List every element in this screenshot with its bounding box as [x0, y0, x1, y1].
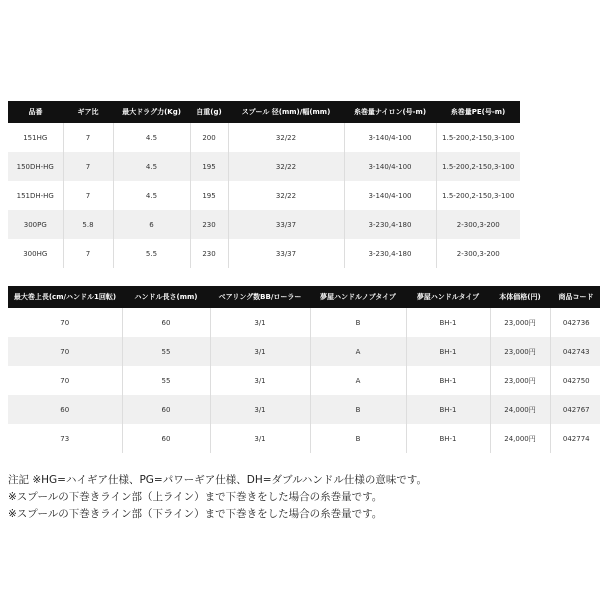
cell-max-drag: 4.5	[113, 181, 190, 210]
cell-product-code: 042743	[550, 337, 600, 366]
cell-knob-type: A	[310, 337, 406, 366]
note-line: ※スプールの下巻きライン部（下ライン）まで下巻きをした場合の糸巻量です。	[8, 508, 383, 520]
cell-max-retrieve: 60	[8, 395, 122, 424]
table-row	[8, 395, 600, 424]
cell-product-number: 300HG	[8, 239, 63, 268]
cell-handle-length: 55	[122, 366, 210, 395]
cell-gear-ratio: 7	[63, 181, 113, 210]
table-row	[8, 424, 600, 453]
cell-max-retrieve: 70	[8, 366, 122, 395]
cell-knob-type: B	[310, 395, 406, 424]
cell-handle-length: 55	[122, 337, 210, 366]
cell-nylon-capacity: 3-230,4-180	[344, 210, 436, 239]
cell-gear-ratio: 7	[63, 123, 113, 152]
cell-handle-type: BH-1	[406, 337, 490, 366]
note-line: 注記 ※HG=ハイギア仕様、PG=パワーギア仕様、DH=ダブルハンドル仕様の意味です。	[8, 474, 428, 486]
cell-spool-size: 32/22	[228, 152, 344, 181]
cell-knob-type: B	[310, 308, 406, 337]
cell-max-drag: 4.5	[113, 152, 190, 181]
cell-weight: 200	[190, 123, 228, 152]
cell-weight: 195	[190, 181, 228, 210]
cell-spool-size: 32/22	[228, 123, 344, 152]
cell-price: 23,000円	[490, 308, 550, 337]
cell-weight: 195	[190, 152, 228, 181]
cell-product-number: 300PG	[8, 210, 63, 239]
cell-price: 23,000円	[490, 366, 550, 395]
cell-bearings: 3/1	[210, 366, 310, 395]
cell-nylon-capacity: 3-230,4-180	[344, 239, 436, 268]
cell-knob-type: B	[310, 424, 406, 453]
cell-nylon-capacity: 3-140/4-100	[344, 152, 436, 181]
cell-product-number: 151DH-HG	[8, 181, 63, 210]
cell-product-number: 150DH-HG	[8, 152, 63, 181]
cell-max-retrieve: 70	[8, 308, 122, 337]
cell-handle-length: 60	[122, 424, 210, 453]
cell-bearings: 3/1	[210, 308, 310, 337]
cell-max-drag: 4.5	[113, 123, 190, 152]
header-handle-type: 夢屋ハンドルタイプ	[406, 286, 490, 308]
cell-weight: 230	[190, 210, 228, 239]
table-row	[8, 337, 600, 366]
cell-bearings: 3/1	[210, 395, 310, 424]
cell-product-number: 151HG	[8, 123, 63, 152]
cell-product-code: 042736	[550, 308, 600, 337]
table-row	[8, 123, 520, 152]
cell-gear-ratio: 5.8	[63, 210, 113, 239]
cell-max-retrieve: 73	[8, 424, 122, 453]
spec-table-top	[8, 101, 520, 268]
table-row	[8, 181, 520, 210]
cell-bearings: 3/1	[210, 337, 310, 366]
cell-handle-type: BH-1	[406, 395, 490, 424]
spec-table-bottom	[8, 286, 600, 453]
header-gear-ratio: ギア比	[63, 101, 113, 123]
cell-pe-capacity: 1.5-200,2-150,3-100	[436, 123, 520, 152]
header-max-retrieve: 最大巻上長(cm/ハンドル1回転)	[8, 286, 122, 308]
header-product-number: 品番	[8, 101, 63, 123]
cell-pe-capacity: 2-300,3-200	[436, 239, 520, 268]
cell-spool-size: 32/22	[228, 181, 344, 210]
table-row	[8, 152, 520, 181]
table-row	[8, 210, 520, 239]
cell-spool-size: 33/37	[228, 239, 344, 268]
cell-pe-capacity: 2-300,3-200	[436, 210, 520, 239]
cell-knob-type: A	[310, 366, 406, 395]
cell-max-drag: 5.5	[113, 239, 190, 268]
cell-product-code: 042750	[550, 366, 600, 395]
cell-max-retrieve: 70	[8, 337, 122, 366]
cell-price: 24,000円	[490, 395, 550, 424]
cell-bearings: 3/1	[210, 424, 310, 453]
header-knob-type: 夢屋ハンドルノブタイプ	[310, 286, 406, 308]
cell-pe-capacity: 1.5-200,2-150,3-100	[436, 152, 520, 181]
cell-gear-ratio: 7	[63, 152, 113, 181]
cell-handle-length: 60	[122, 308, 210, 337]
cell-pe-capacity: 1.5-200,2-150,3-100	[436, 181, 520, 210]
cell-handle-type: BH-1	[406, 366, 490, 395]
cell-price: 23,000円	[490, 337, 550, 366]
cell-spool-size: 33/37	[228, 210, 344, 239]
cell-weight: 230	[190, 239, 228, 268]
header-max-drag: 最大ドラグ力(Kg)	[113, 101, 190, 123]
header-bearings: ベアリング数BB/ローラー	[210, 286, 310, 308]
cell-max-drag: 6	[113, 210, 190, 239]
cell-handle-type: BH-1	[406, 424, 490, 453]
notes-block	[8, 472, 588, 523]
cell-product-code: 042767	[550, 395, 600, 424]
note-line: ※スプールの下巻きライン部（上ライン）まで下巻きをした場合の糸巻量です。	[8, 491, 383, 503]
cell-product-code: 042774	[550, 424, 600, 453]
header-nylon-capacity: 糸巻量ナイロン(号-m)	[344, 101, 436, 123]
table-row	[8, 308, 600, 337]
header-price: 本体価格(円)	[490, 286, 550, 308]
cell-handle-length: 60	[122, 395, 210, 424]
cell-gear-ratio: 7	[63, 239, 113, 268]
table-header-row	[8, 286, 600, 308]
cell-nylon-capacity: 3-140/4-100	[344, 181, 436, 210]
cell-price: 24,000円	[490, 424, 550, 453]
header-handle-length: ハンドル長さ(mm)	[122, 286, 210, 308]
header-pe-capacity: 糸巻量PE(号-m)	[436, 101, 520, 123]
table-header-row	[8, 101, 520, 123]
header-spool-size: スプール 径(mm)/幅(mm)	[228, 101, 344, 123]
table-row	[8, 239, 520, 268]
cell-handle-type: BH-1	[406, 308, 490, 337]
table-row	[8, 366, 600, 395]
cell-nylon-capacity: 3-140/4-100	[344, 123, 436, 152]
header-product-code: 商品コード	[550, 286, 600, 308]
header-weight: 自重(g)	[190, 101, 228, 123]
